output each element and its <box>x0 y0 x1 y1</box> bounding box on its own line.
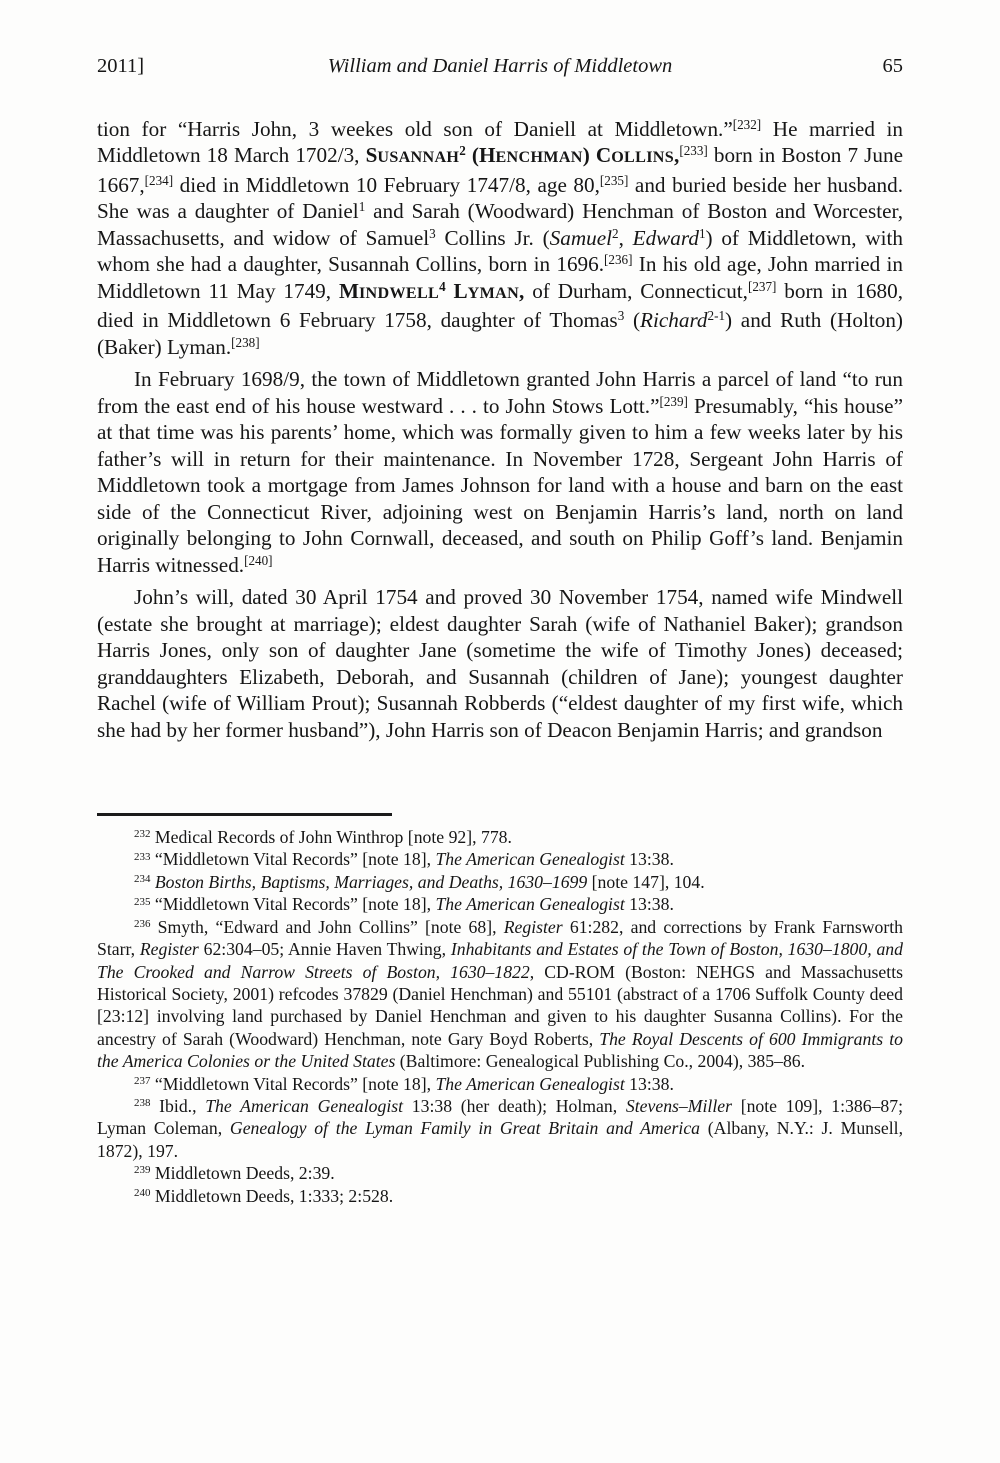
footnote-number: 234 <box>134 873 151 886</box>
text-run: , <box>674 143 680 168</box>
text-run: Register <box>503 916 563 937</box>
footnote-232 <box>97 826 903 848</box>
text-run: (Baltimore: Genealogical Publishing Co., 2004), 385–86. <box>395 1051 806 1072</box>
text-run: born in Boston 7 June 1667, <box>97 143 903 197</box>
text-run: Presumably, “his house” at that time was his parents’ home, which was formally given to him a few weeks later by his father’s will in return for their maintenance. In November 1728, Sergeant John Harris of Middletown took a mortgage from James Johnson for land with a house and barn on the east side of the Connecticut River, adjoining west on Benjamin Harris’s land, north on land originally belonging to John Cornwall, deceased, and south on Philip Goff’s land. Benjamin Harris witnessed. <box>97 393 903 577</box>
text-run: ) of Middletown, with whom she had a daughter, Susannah Collins, born in 1696. <box>97 225 903 277</box>
text-run: (H <box>465 143 496 168</box>
footnotes-section <box>97 826 903 1207</box>
running-head <box>97 55 903 79</box>
superscript-ref: 4 <box>439 278 446 294</box>
footnote-233 <box>97 848 903 870</box>
superscript-ref: [236] <box>604 252 633 268</box>
text-run: 13:38. <box>624 1073 674 1094</box>
text-run: He married in Middletown 18 March 1702/3, <box>97 116 903 168</box>
text-run: 61:282, and corrections by Frank Farnsworth Starr, <box>97 916 904 960</box>
text-run: 13:38 (her death); Holman, <box>403 1095 626 1116</box>
footnote-number: 233 <box>134 850 151 863</box>
article-body <box>97 116 903 744</box>
text-run: Middletown Deeds, 1:333; 2:528. <box>154 1185 394 1206</box>
superscript-ref: 2 <box>459 143 466 159</box>
text-run: Genealogy of the Lyman Family in Great Britain and America <box>229 1118 701 1139</box>
text-run: INDWELL <box>358 284 440 302</box>
text-run: Samuel <box>549 225 613 250</box>
text-run: , CD-ROM (Boston: NEHGS and Massachusetts Historical Society, 2001) refcodes 37829 (Daniel Henchman) and 55101 (abstract of a 1706 Suffolk County deed [23:12] involving land purchased by Daniel Henchman and given to his daughter Susanna Collins). For the ancestry of Sarah (Woodward) Henchman, note Gary Boyd Roberts, <box>97 961 903 1049</box>
footnote-number: 232 <box>134 828 151 841</box>
text-run: In February 1698/9, the town of Middletown granted John Harris a parcel of land “to run from the east end of his house westward . . . to John Stows Lott.” <box>97 367 903 418</box>
text-run: 13:38. <box>624 849 674 870</box>
superscript-ref: 2-1 <box>707 308 726 324</box>
text-run: died in Middletown 10 February 1747/8, age 80, <box>173 172 600 197</box>
text-run: ( <box>624 308 641 333</box>
footnote-number: 237 <box>134 1074 151 1087</box>
body-paragraph <box>97 584 903 743</box>
text-run: and buried beside her husband. She was a daughter of Daniel <box>97 172 903 224</box>
footnote-237 <box>97 1073 903 1095</box>
text-run: ) and Ruth (Holton) (Baker) Lyman. <box>97 308 903 359</box>
text-run: The American Genealogist <box>435 849 625 870</box>
superscript-ref: [237] <box>747 278 777 294</box>
footnote-240 <box>97 1185 903 1207</box>
superscript-ref: 2 <box>612 225 619 241</box>
footnote-number: 239 <box>134 1164 151 1177</box>
text-run: 13:38. <box>624 894 674 915</box>
header-page-number: 65 <box>882 55 903 77</box>
text-run: tion for “Harris John, 3 weekes old son of Daniell at Middletown.” <box>97 116 733 141</box>
text-run: Smyth, “Edward and John Collins” [note 68], <box>157 916 504 937</box>
footnote-238 <box>97 1095 903 1162</box>
footnote-236 <box>97 916 903 1073</box>
text-run: M <box>338 278 359 303</box>
text-run: , <box>519 278 525 303</box>
footnote-235 <box>97 893 903 915</box>
body-paragraph <box>97 116 903 361</box>
superscript-ref: 1 <box>698 225 706 241</box>
superscript-ref: [233] <box>679 143 708 159</box>
text-run: Edward <box>632 225 699 250</box>
text-run: L <box>445 278 468 303</box>
body-paragraph <box>97 366 903 578</box>
superscript-ref: 1 <box>358 199 366 215</box>
text-run: Register <box>139 939 199 960</box>
text-run: of Durham, Connecticut, <box>524 278 748 303</box>
text-run: Boston Births, Baptisms, Marriages, and Deaths, 1630–1699 <box>154 871 588 892</box>
text-run: Medical Records of John Winthrop [note 92], 778. <box>154 827 512 848</box>
footnote-separator-rule <box>97 813 392 816</box>
footnote-239 <box>97 1162 903 1184</box>
text-run: [note 147], 104. <box>587 871 705 892</box>
text-run: Middletown Deeds, 2:39. <box>154 1163 335 1184</box>
superscript-ref: 3 <box>429 225 436 241</box>
text-run: The American Genealogist <box>205 1095 404 1116</box>
text-run: OLLINS <box>611 149 675 167</box>
text-run: The American Genealogist <box>435 1073 625 1094</box>
superscript-ref: [235] <box>599 172 629 188</box>
text-run: John’s will, dated 30 April 1754 and proved 30 November 1754, named wife Mindwell (estate she brought at marriage); eldest daughter Sarah (wife of Nathaniel Baker); grandson Harris Jones, only son of daughter Jane (sometime the wife of Timothy Jones) deceased; granddaughters Elizabeth, Deborah, and Susannah (children of Jane); youngest daughter Rachel (wife of William Prout); Susannah Robberds (“eldest daughter of my first wife, which she had by her former husband”), John Harris son of Deacon Benjamin Harris; and grandson <box>97 585 903 742</box>
superscript-ref: [238] <box>231 334 260 350</box>
text-run: 62:304–05; Annie Haven Thwing, <box>198 939 451 960</box>
text-run: Stevens–Miller <box>625 1095 732 1116</box>
superscript-ref: [239] <box>659 393 688 409</box>
footnote-234 <box>97 871 903 893</box>
superscript-ref: 3 <box>617 308 625 324</box>
text-run: “Middletown Vital Records” [note 18], <box>154 894 436 915</box>
text-run: , <box>618 225 633 250</box>
text-run: The American Genealogist <box>435 894 625 915</box>
text-run: Inhabitants and Estates of the Town of Boston, 1630–1800, and The Crooked and Narrow Streets of Boston, 1630–1822 <box>97 939 903 982</box>
superscript-ref: [232] <box>732 116 762 132</box>
text-run: USANNAH <box>377 149 460 167</box>
header-year: 2011] <box>97 55 145 77</box>
text-run: born in 1680, died in Middletown 6 February 1758, daughter of Thomas <box>97 278 903 333</box>
footnote-number: 238 <box>134 1097 151 1110</box>
text-run: YMAN <box>467 284 520 302</box>
superscript-ref: [240] <box>244 552 273 568</box>
text-run: The Royal Descents of 600 Immigrants to the America Colonies or the United States <box>97 1028 903 1072</box>
footnote-number: 236 <box>134 917 151 930</box>
text-run: In his old age, John married in Middletown 11 May 1749, <box>97 252 903 303</box>
text-run: Collins Jr. ( <box>435 225 550 250</box>
footnote-number: 235 <box>134 895 151 908</box>
text-run: [note 109], 1:386–87; Lyman Coleman, <box>97 1095 904 1139</box>
text-run: “Middletown Vital Records” [note 18], <box>154 849 436 870</box>
header-article-title: William and Daniel Harris of Middletown <box>327 55 673 77</box>
text-run: Ibid., <box>159 1095 206 1116</box>
text-run: Richard <box>640 308 708 333</box>
text-run: S <box>365 143 378 168</box>
superscript-ref: [234] <box>144 172 174 188</box>
text-run: ) C <box>582 143 612 168</box>
footnote-number: 240 <box>134 1186 151 1199</box>
text-run: (Albany, N.Y.: J. Munsell, 1872), 197. <box>97 1118 904 1161</box>
text-run: “Middletown Vital Records” [note 18], <box>154 1073 436 1094</box>
text-run: and Sarah (Woodward) Henchman of Boston and Worcester, Massachusetts, and widow of Samuel <box>97 199 904 250</box>
text-run: ENCHMAN <box>495 149 583 167</box>
